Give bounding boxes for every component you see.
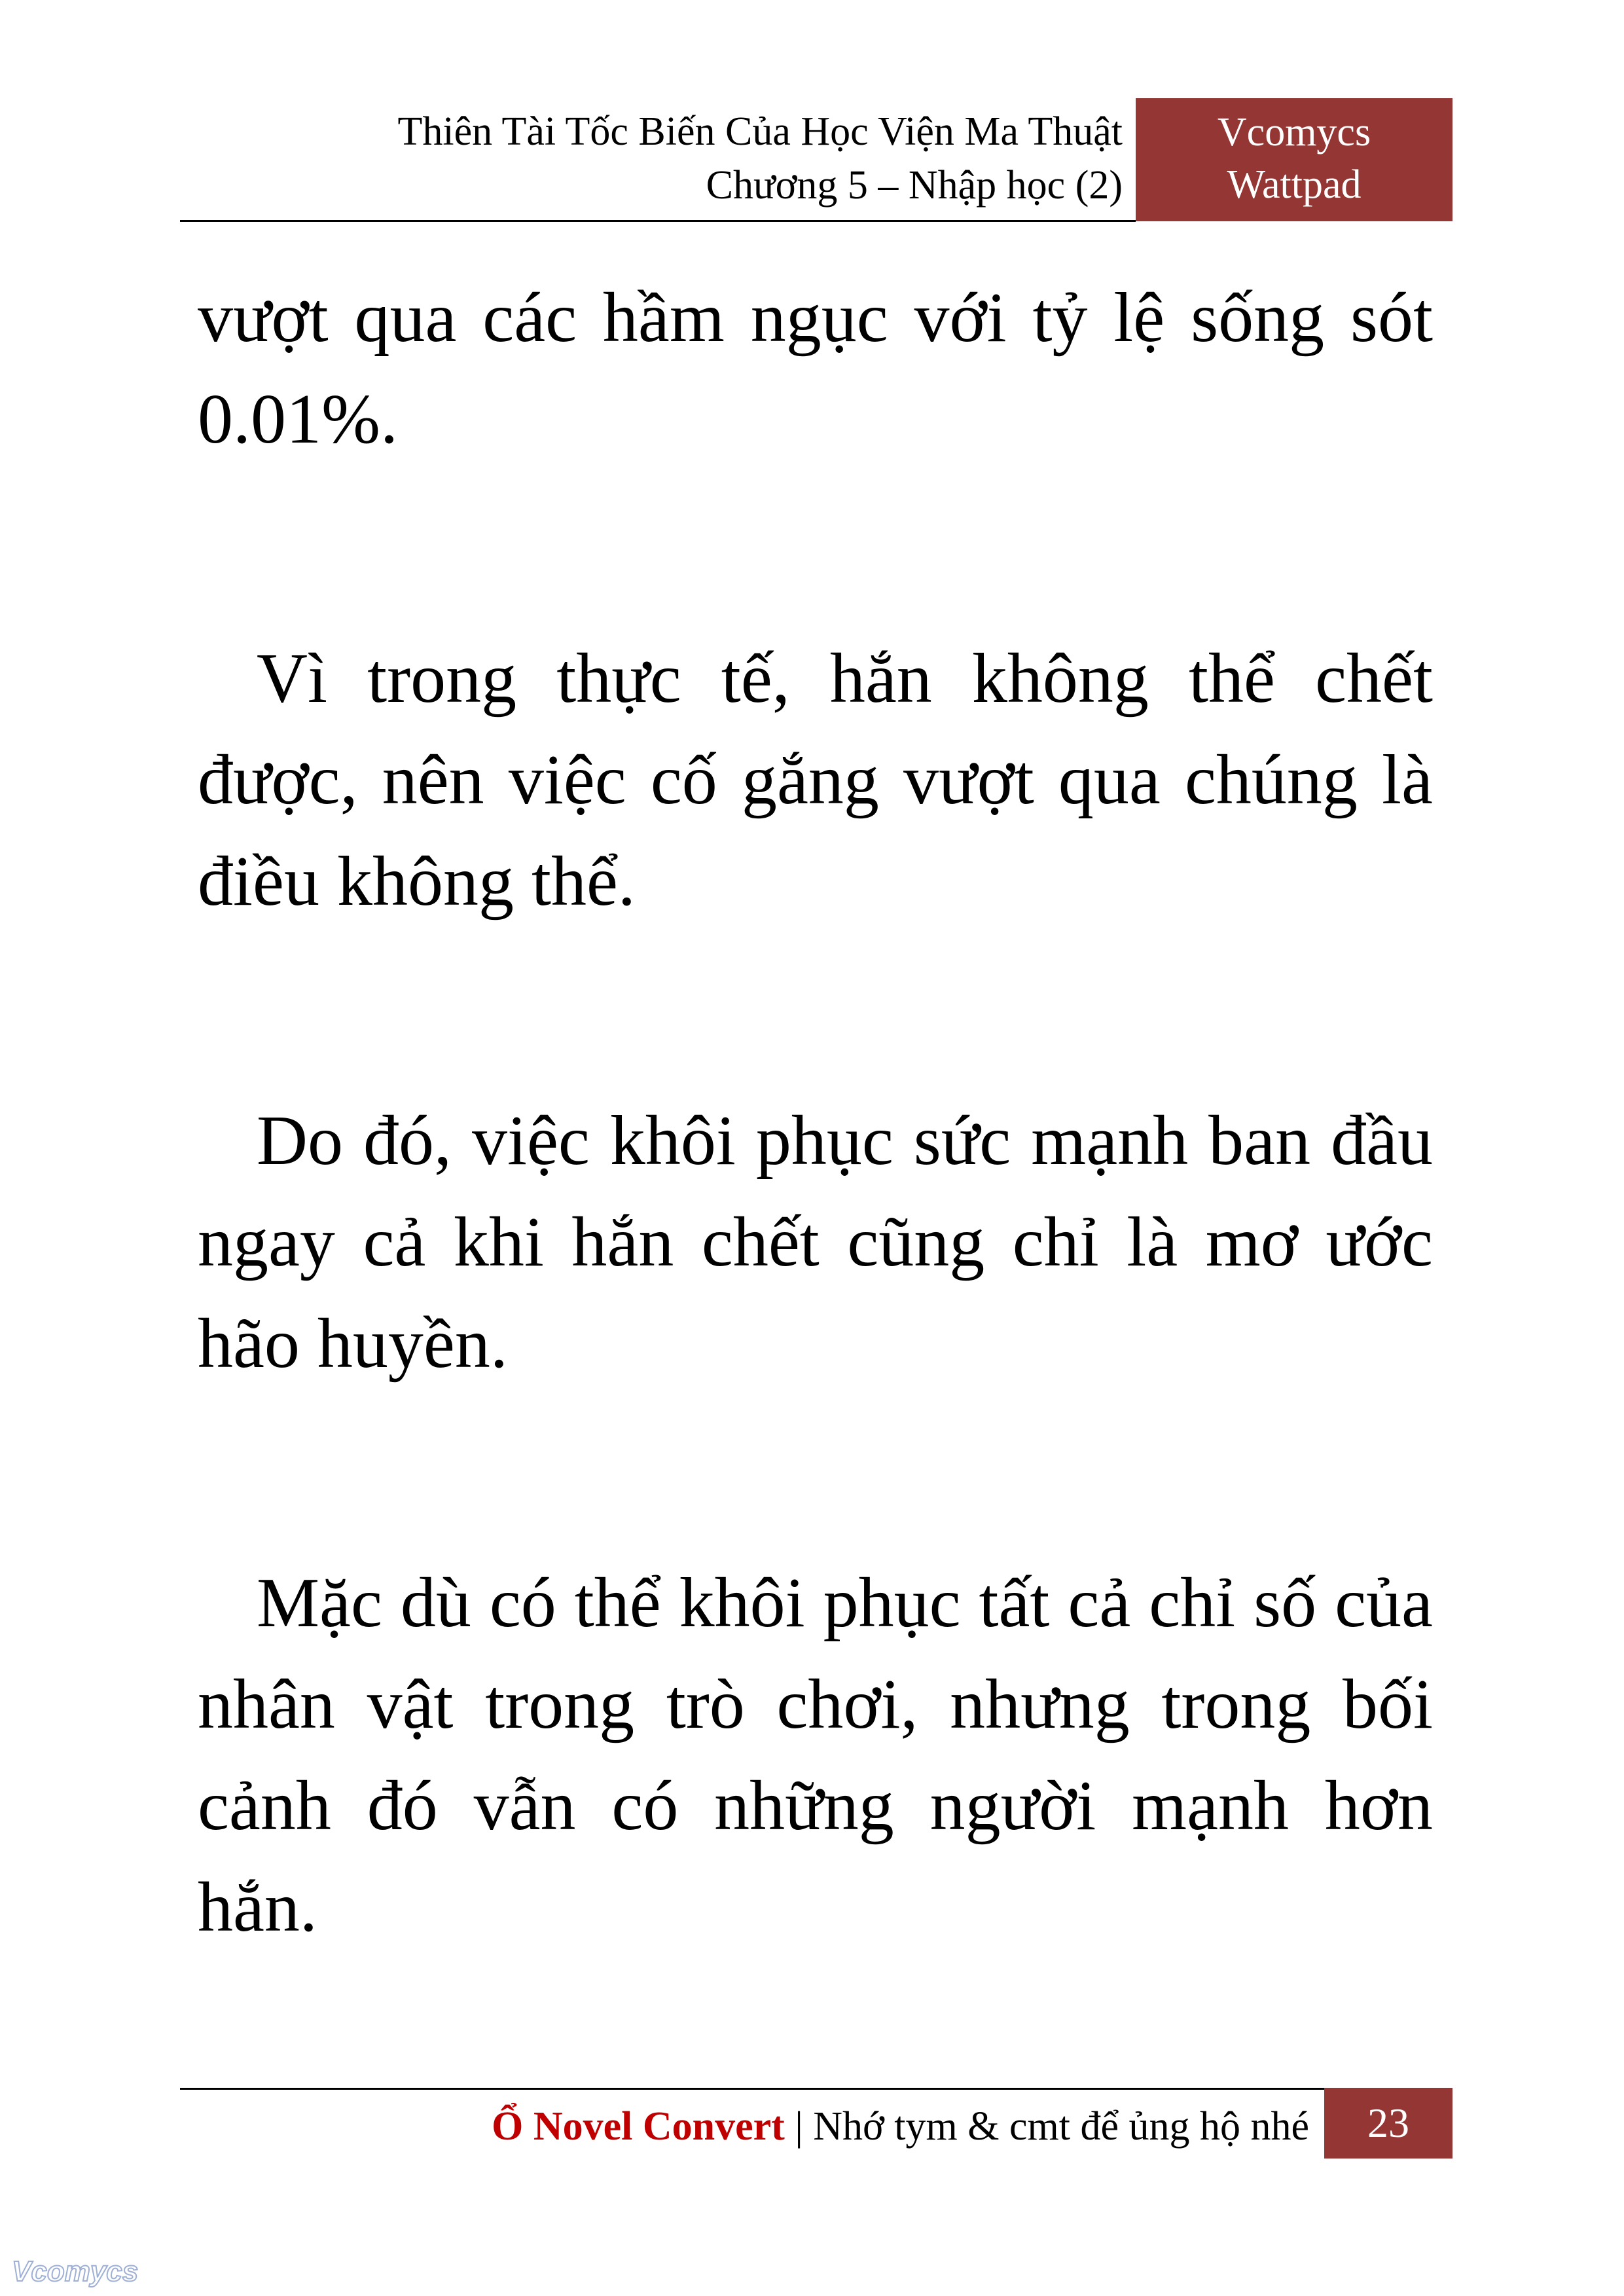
chapter-title: Chương 5 – Nhập học (2) [706,163,1123,208]
paragraph-4: Mặc dù có thể khôi phục tất cả chỉ số của nhân vật trong trò chơi, nhưng trong bối cảnh đó vẫn có những người mạnh hơn hắn. [198,1564,1433,1946]
paragraph-2: Vì trong thực tế, hắn không thể chết được, nên việc cố gắng vượt qua chúng là điều không thể. [198,640,1433,920]
running-header [180,105,1123,212]
running-footer [180,2094,1309,2159]
vcomycs-watermark-logo [9,2252,166,2290]
footer-message: Nhớ tym & cmt để ủng hộ nhé [813,2104,1309,2149]
paragraph-3: Do đó, việc khôi phục sức mạnh ban đầu ngay cả khi hắn chết cũng chỉ là mơ ước hão huyền. [198,1102,1433,1383]
header-brand-badge [1136,98,1453,221]
brand-line-wattpad: Wattpad [1227,162,1362,207]
brand-line-vcomycs: Vcomycs [1217,110,1371,155]
footer-separator: | [795,2104,803,2149]
book-title: Thiên Tài Tốc Biến Của Học Viện Ma Thuật [397,109,1123,154]
footer-brand: Ổ Novel Convert [492,2104,785,2149]
header-divider [180,220,1136,222]
page-number: 23 [1367,2100,1409,2146]
page-number-badge [1324,2088,1453,2159]
page-body [198,267,1433,2116]
watermark-text: Vcomycs [12,2255,139,2287]
footer-divider [180,2088,1324,2090]
paragraph-1: vượt qua các hầm ngục với tỷ lệ sống sót 0.01%. [198,279,1433,458]
